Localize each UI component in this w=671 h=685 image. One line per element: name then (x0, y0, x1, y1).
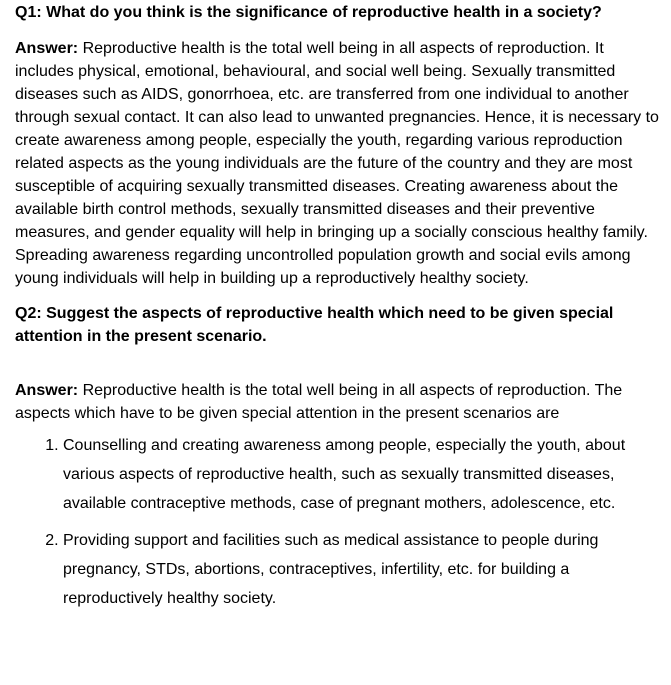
answer-2-label: Answer: (15, 382, 79, 399)
answer-2-text: Reproductive health is the total well being in all aspects of reproduction. The aspects which have to be given special attention in the present scenarios are (15, 382, 623, 422)
answer-1-text: Reproductive health is the total well being in all aspects of reproduction. It includes physical, emotional, behavioural, and social well being. Sexually transmitted diseases such as AIDS, gonorrhoea, etc. are transferred from one individual to another through sexual contact. It can also lead to unwanted pregnancies. Hence, it is necessary to create awareness among people, especially the youth, regarding various reproduction related aspects as the young individuals are the future of the country and they are most susceptible of acquiring sexually transmitted diseases. Creating awareness about the available birth control methods, sexually transmitted diseases and their preventive measures, and gender equality will help in bringing up a socially conscious healthy family. Spreading awareness regarding uncontrolled population growth and social evils among young individuals will help in building up a reproductively healthy society. (15, 40, 659, 287)
answer-2-points-list (15, 431, 660, 613)
answer-2 (15, 379, 660, 425)
list-item: 1. Counselling and creating awareness among people, especially the youth, about various aspects of reproductive health, such as sexually transmitted diseases, available contraceptive methods, case of pregnant mothers, adolescence, etc. (63, 431, 660, 518)
list-item: 2. Providing support and facilities such as medical assistance to people during pregnancy, STDs, abortions, contraceptives, infertility, etc. for building a reproductively healthy society. (63, 526, 660, 613)
answer-1-label: Answer: (15, 40, 79, 57)
question-1: Q1: What do you think is the significance of reproductive health in a society? (15, 4, 602, 21)
question-2: Q2: Suggest the aspects of reproductive health which need to be given special attention in the present scenario. (15, 305, 614, 345)
answer-1 (15, 37, 660, 290)
document (15, 0, 660, 613)
